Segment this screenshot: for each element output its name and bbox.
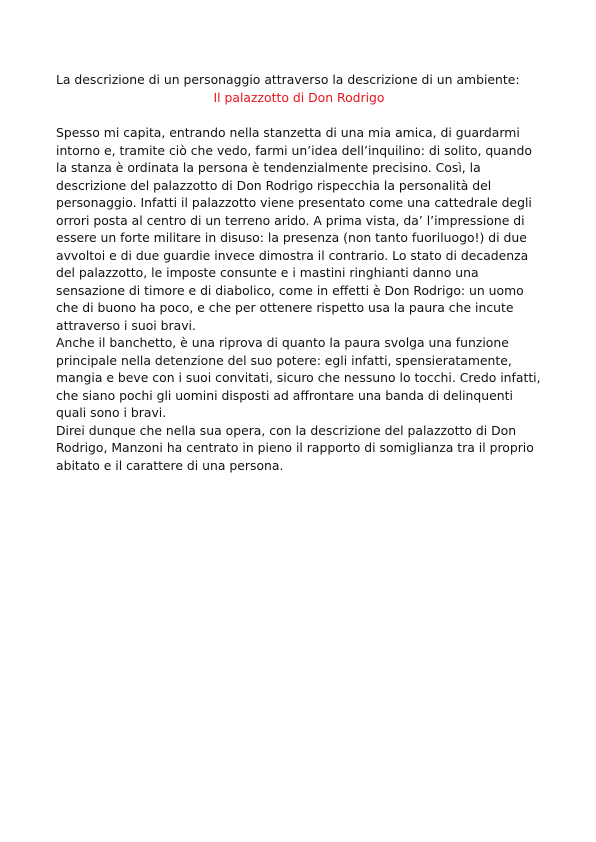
body-line: Anche il banchetto, è una riprova di quanto la paura svolga una funzione [56,335,509,350]
body-line: sensazione di timore e di diabolico, come in effetti è Don Rodrigo: un uomo [56,282,524,298]
body-line: Rodrigo, Manzoni ha centrato in pieno il rapporto di somiglianza tra il proprio [56,440,534,455]
body-line: intorno e, tramite ciò che vedo, farmi un’idea dell’inquilino: di solito, quando [56,142,532,158]
body-line: Spesso mi capita, entrando nella stanzetta di una mia amica, di guardarmi [56,125,520,140]
body-line: Direi dunque che nella sua opera, con la descrizione del palazzotto di Don [56,422,517,438]
body-line: abitato e il carattere di una persona. [56,457,284,473]
body-line: descrizione del palazzotto di Don Rodrigo rispecchia la personalità del [56,177,492,193]
body-line: personaggio. Infatti il palazzotto viene presentato come una cattedrale degli [56,195,532,210]
body-line: essere un forte militare in disuso: la presenza (non tanto fuoriluogo!) di due [56,230,527,245]
body-line: mangia e beve con i suoi convitati, sicuro che nessuno lo tocchi. Credo infatti, [56,370,541,385]
body-line: orrori posta al centro di un terreno arido. A prima vista, da’ l’impressione di [56,212,525,228]
document-subtitle: Il palazzotto di Don Rodrigo [213,90,385,105]
document-body [56,124,546,474]
body-line: la stanza è ordinata la persona è tendenzialmente precisino. Così, la [56,160,481,175]
body-line: attraverso i suoi bravi. [56,317,196,333]
body-line: che siano pochi gli uomini disposti ad affrontare una banda di delinquenti [56,387,513,403]
document-title: La descrizione di un personaggio attraverso la descrizione di un ambiente: [56,72,520,87]
body-line: del palazzotto, le imposte consunte e i mastini ringhianti danno una [56,265,479,280]
body-line: avvoltoi e di due guardie invece dimostra il contrario. Lo stato di decadenza [56,247,529,263]
body-line: principale nella detenzione del suo potere: egli infatti, spensieratamente, [56,352,512,368]
body-line: quali sono i bravi. [56,405,167,420]
body-line: che di buono ha poco, e che per ottenere rispetto usa la paura che incute [56,300,514,315]
document-heading [56,71,546,107]
